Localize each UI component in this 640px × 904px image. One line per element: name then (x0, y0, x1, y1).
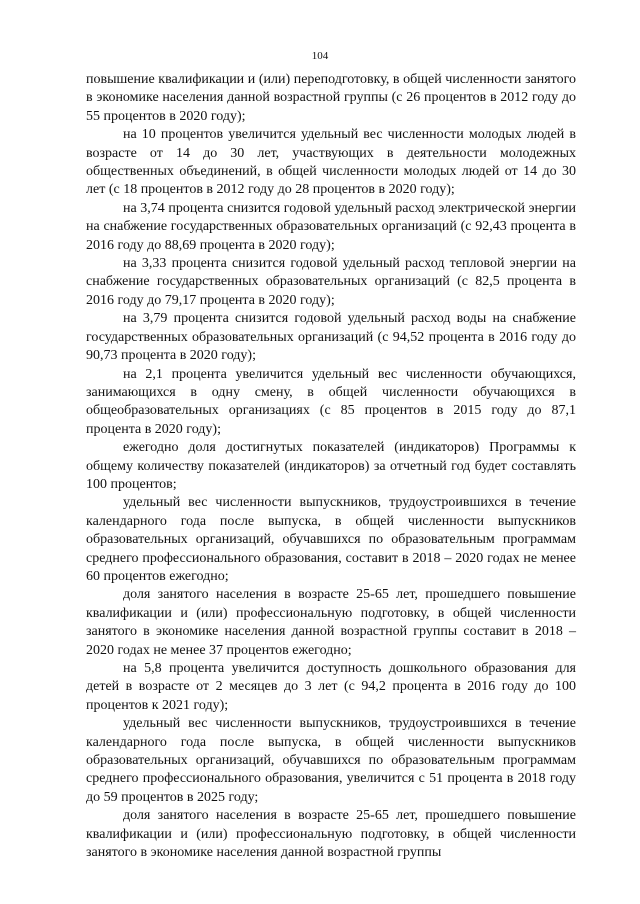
paragraph-training-2020: доля занятого населения в возрасте 25-65 лет, прошедшего повышение квалификации и (или) профессиональную подготовку, в общей численности занятого в экономике населения данной возрастной группы составит в 2018 – 2020 годах не менее 37 процентов ежегодно; (86, 587, 576, 658)
paragraph-continuation: повышение квалификации и (или) переподготовку, в общей численности занятого в экономике населения данной возрастной группы (с 26 процентов в 2012 году до 55 процентов в 2020 году); (86, 72, 576, 124)
paragraph-single-shift: на 2,1 процента увеличится удельный вес численности обучающихся, занимающихся в одну смену, в общей численности обучающихся в общеобразовательных организациях (с 85 процентов в 2015 году до 87,1 процента в 2020 году); (86, 366, 576, 437)
document-body (86, 71, 576, 862)
page-number: 104 (311, 50, 329, 62)
paragraph-water: на 3,79 процента снизится годовой удельный расход воды на снабжение государственных образовательных организаций (с 94,52 процента в 2016 году до 90,73 процента в 2020 году); (86, 311, 576, 364)
paragraph-thermal-energy: на 3,33 процента снизится годовой удельный расход тепловой энергии на снабжение государственных образовательных организаций (с 82,5 процента в 2016 году до 79,17 процента в 2020 году); (86, 256, 576, 308)
paragraph-preschool: на 5,8 процента увеличится доступность дошкольного образования для детей в возрасте от 2 месяцев до 3 лет (с 94,2 процента в 2016 году до 100 процентов к 2021 году); (86, 661, 576, 713)
paragraph-training-continued: доля занятого населения в возрасте 25-65 лет, прошедшего повышение квалификации и (или) профессиональную подготовку, в общей численности занятого в экономике населения данной возрастной группы (86, 808, 576, 861)
paragraph-graduates-employment-2025: удельный вес численности выпускников, трудоустроившихся в течение календарного года после выпуска, в общей численности выпускников образовательных организаций, обучавшихся по образовательным программам среднего профессионального образования, увеличится с 51 процента в 2018 году до 59 процентов в 2025 году; (86, 716, 576, 805)
paragraph-youth-associations: на 10 процентов увеличится удельный вес численности молодых людей в возрасте от 14 до 30 лет, участвующих в деятельности молодежных общественных объединений, в общей численности молодых людей от 14 до 30 лет (с 18 процентов в 2012 году до 28 процентов в 2020 году); (86, 127, 576, 198)
paragraph-electric-energy: на 3,74 процента снизится годовой удельный расход электрической энергии на снабжение государственных образовательных организаций (с 92,43 процента в 2016 году до 88,69 процента в 2020 году); (86, 200, 576, 253)
paragraph-indicators: ежегодно доля достигнутых показателей (индикаторов) Программы к общему количеству показателей (индикаторов) за отчетный год будет составлять 100 процентов; (86, 440, 576, 492)
paragraph-graduates-employment-2020: удельный вес численности выпускников, трудоустроившихся в течение календарного года после выпуска, в общей численности выпускников образовательных организаций, обучавшихся по образовательным программам среднего профессионального образования, составит в 2018 – 2020 годах не менее 60 процентов ежегодно; (86, 495, 576, 584)
